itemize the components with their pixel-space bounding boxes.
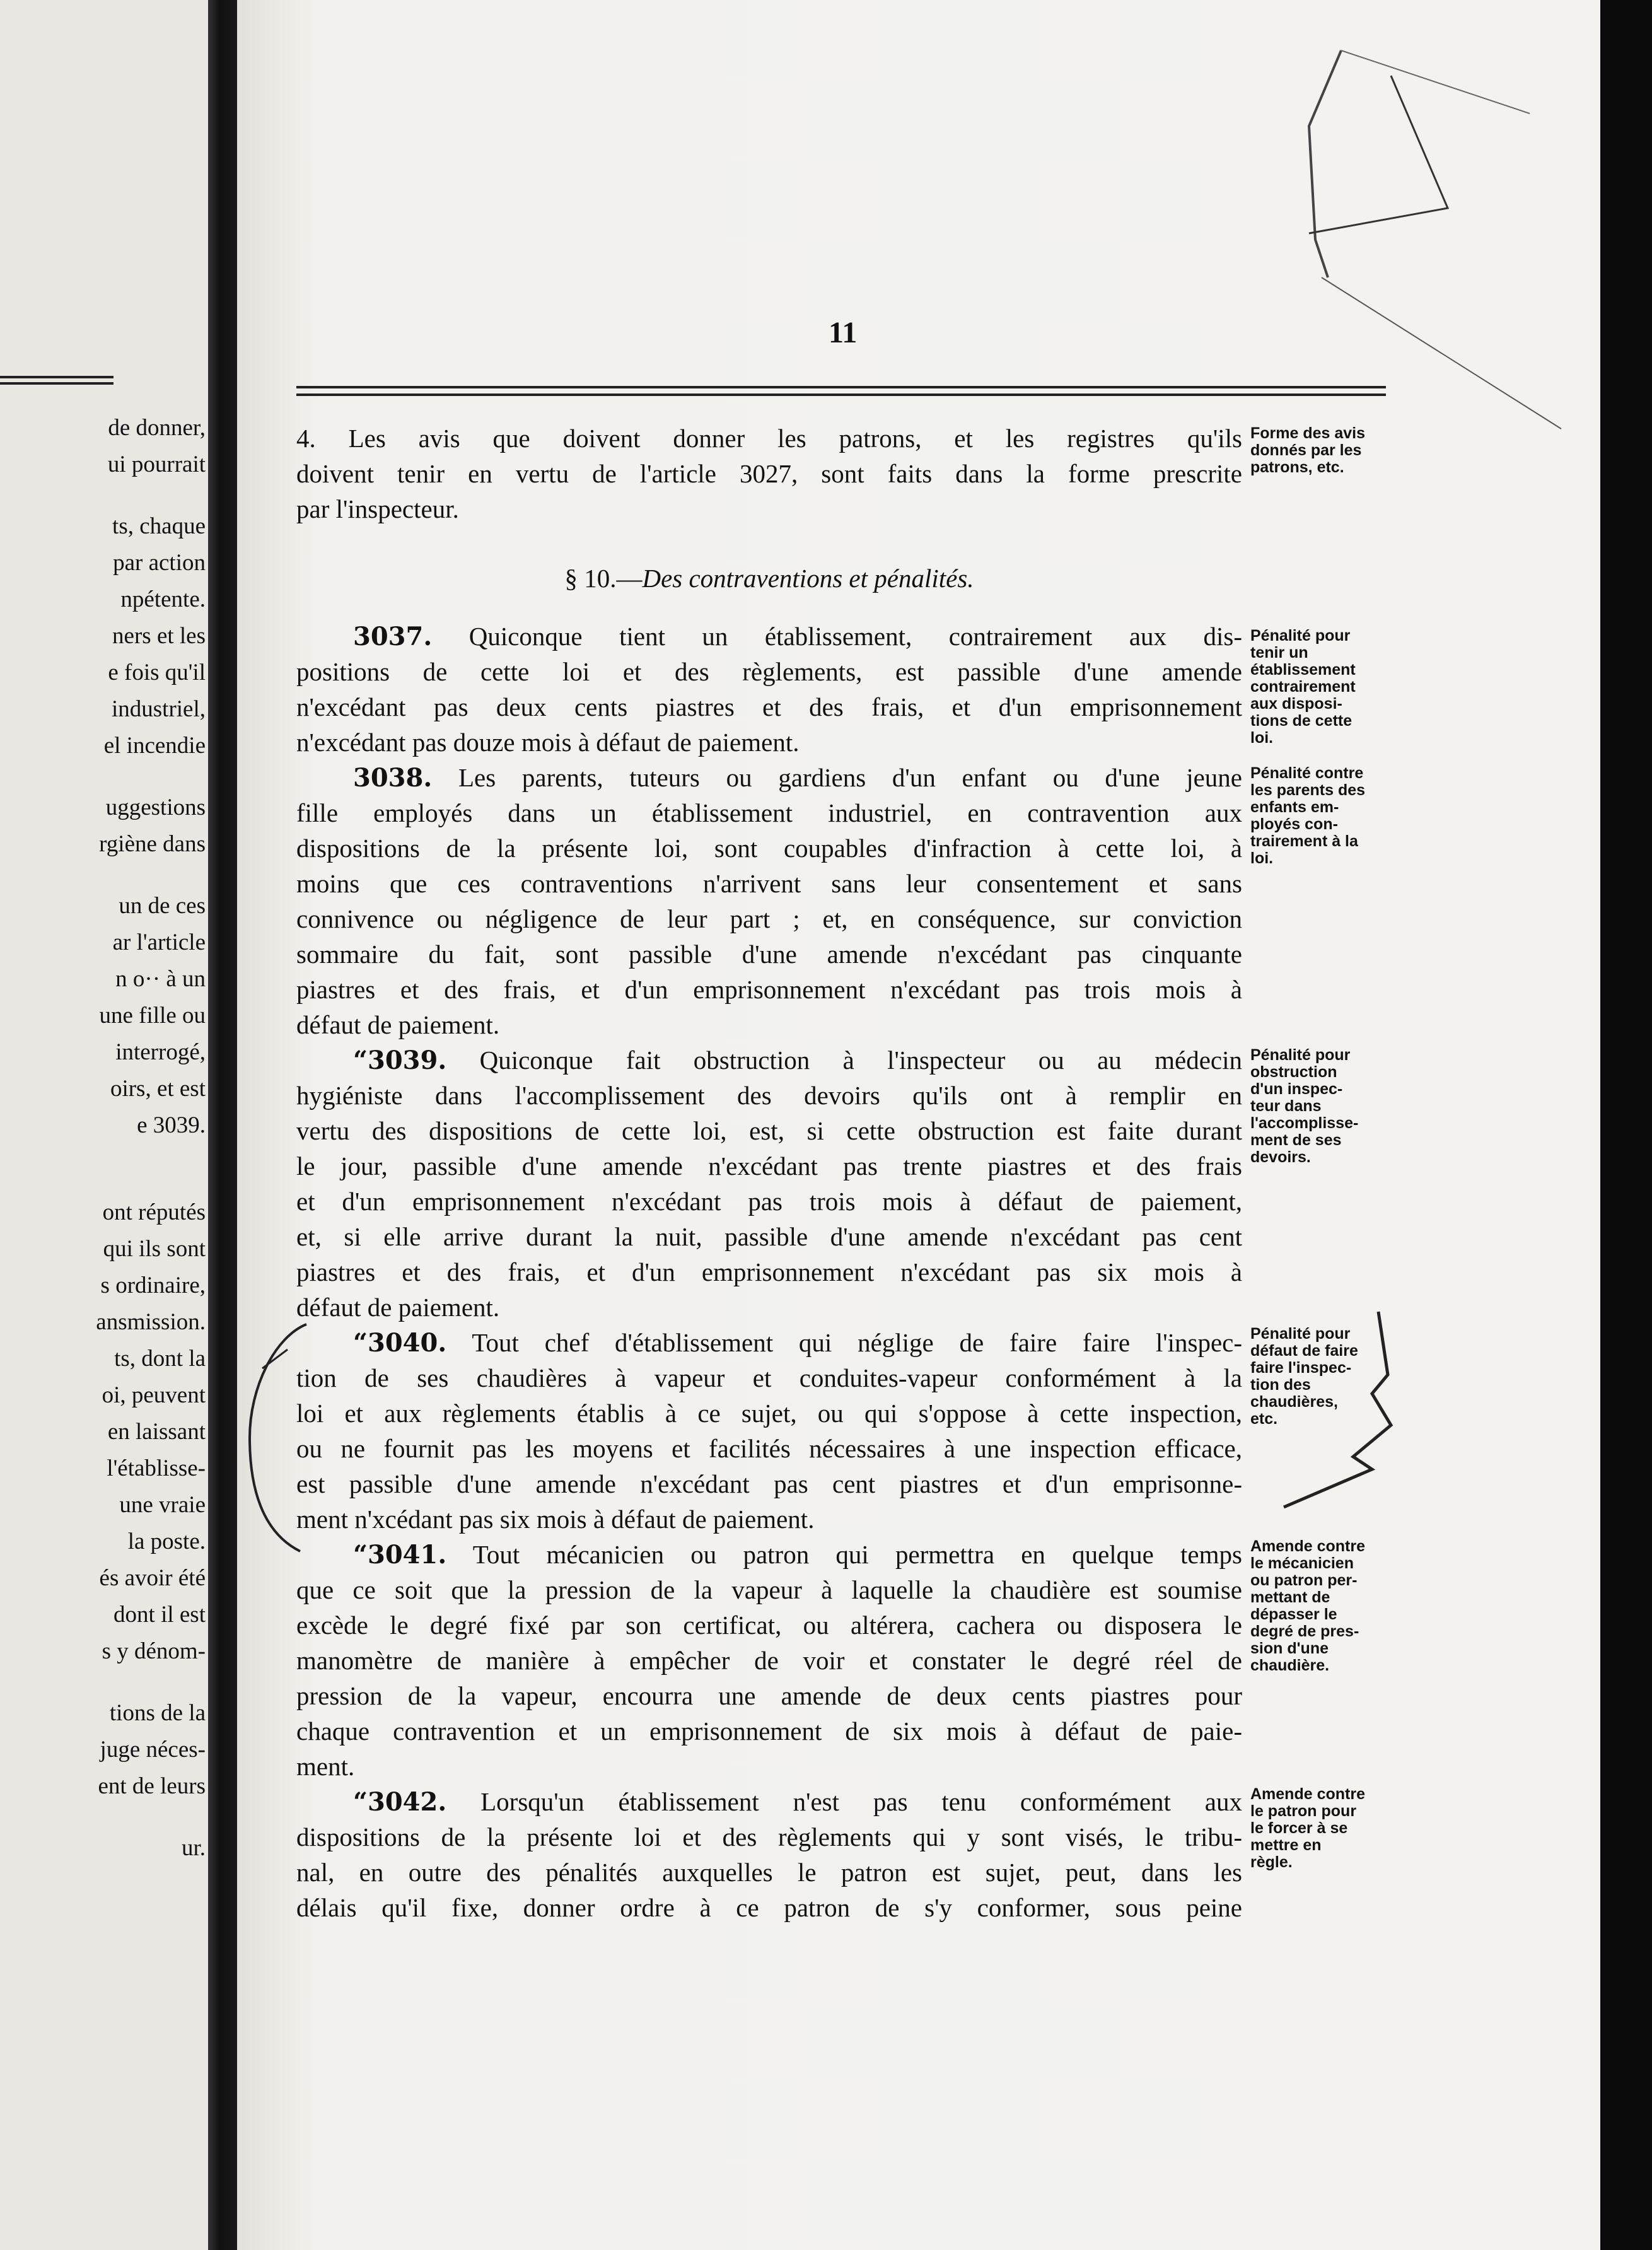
left-page-line: un de ces [119,893,206,919]
section-symbol: § [564,564,578,593]
text-line: excède le degré fixé par son certificat, ou altérera, cachera ou disposera le [296,1611,1242,1640]
left-page-line: dont il est [113,1602,206,1628]
left-page-line: industriel, [111,696,206,722]
book-spine [208,0,237,2250]
text-line: piastres et des frais, et d'un emprisonnement n'excédant pas six mois à [296,1257,1242,1286]
left-page-line: ners et les [112,623,206,649]
left-page-line [96,483,206,508]
text-line: pression de la vapeur, encourra une amende de deux cents piastres pour [296,1681,1242,1710]
right-page [237,0,1600,2250]
text-line: défaut de paiement. [296,1010,500,1039]
left-page-line: ui pourrait [107,452,206,477]
text-line: délais qu'il fixe, donner ordre à ce patron de s'y conformer, sous peine [296,1893,1242,1922]
text-line: doivent tenir en vertu de l'article 3027, sont faits dans la forme prescrite [296,459,1242,488]
left-page-line [96,1169,206,1194]
text-line: piastres et des frais, et d'un emprisonnement n'excédant pas trois mois à [296,975,1242,1004]
text-line: connivence ou négligence de leur part ; et, en conséquence, sur conviction [296,904,1242,933]
text-line: “3042. Lorsqu'un établissement n'est pas tenu conformément aux [353,1787,1242,1817]
left-page-line: oirs, et est [110,1076,206,1102]
text-line: et d'un emprisonnement n'excédant pas trois mois à défaut de paiement, [296,1187,1242,1216]
text-line: par l'inspecteur. [296,494,459,523]
left-page-line [96,1144,206,1169]
article-number: “3041. [353,1540,447,1570]
text-line: chaque contravention et un emprisonnement de six mois à défaut de paie- [296,1717,1242,1746]
left-page-text [96,410,206,1867]
left-page-line [96,764,206,790]
article-number: 3037. [353,622,433,651]
text-line: est passible d'une amende n'excédant pas cent piastres et d'un emprisonne- [296,1469,1242,1498]
text-line: défaut de paiement. [296,1293,500,1322]
left-page-line: ts, chaque [112,513,206,539]
left-page-rule [0,376,113,378]
left-page-line: tions de la [109,1700,206,1726]
text-line: moins que ces contraventions n'arrivent sans leur consentement et sans [296,869,1242,898]
text-line: “3039. Quiconque fait obstruction à l'inspecteur ou au médecin [353,1046,1243,1075]
margin-note: Amende contre le patron pour le forcer à se mettre en règle. [1250,1785,1365,1871]
text-line: “3041. Tout mécanicien ou patron qui permettra en quelque temps [353,1540,1242,1570]
text-line: positions de cette loi et des règlements, est passible d'une amende [296,657,1242,686]
text-line: 3038. Les parents, tuteurs ou gardiens d'un enfant ou d'une jeune [353,763,1243,793]
margin-note: Pénalité pour tenir un établissement contrairement aux disposi- tions de cette loi. [1250,627,1356,747]
text-line: le jour, passible d'une amende n'excédant pas trente piastres et des frais [296,1151,1242,1180]
left-page-line: une fille ou [99,1003,206,1029]
text-line: n'excédant pas deux cents piastres et des frais, et d'un emprisonnement [296,692,1242,721]
left-page-line: ent de leurs [98,1773,206,1799]
page-number: 11 [829,316,858,349]
left-page-line: uggestions [105,795,206,820]
text-line: 4. Les avis que doivent donner les patrons, et les registres qu'ils [296,424,1242,453]
section-number: 10.— [584,564,643,593]
text-line: ou ne fournit pas les moyens et facilités nécessaires à une inspection efficace, [296,1434,1242,1463]
left-page-line: interrogé, [115,1039,206,1065]
handwritten-bracket-mark [237,1312,325,1564]
left-page-line: rgiène dans [99,831,206,857]
left-page-line: ont réputés [102,1199,206,1225]
left-page-line: la poste. [127,1529,206,1554]
left-page-line [96,1805,206,1830]
section-title: Des contraventions et pénalités. [642,564,974,593]
left-page-line: el incendie [103,733,206,759]
text-line: “3040. Tout chef d'établissement qui néglige de faire faire l'inspec- [353,1328,1242,1358]
text-line: et, si elle arrive durant la nuit, passible d'une amende n'excédant pas cent [296,1222,1242,1251]
margin-note: Pénalité contre les parents des enfants em- ployés con- trairement à la loi. [1250,764,1366,867]
left-page-line: juge néces- [100,1737,206,1763]
left-page-line: en laissant [107,1419,206,1445]
text-line: sommaire du fait, sont passible d'une amende n'excédant pas cinquante [296,940,1242,969]
left-page-line: n o·· à un [115,966,206,992]
article-number: 3038. [353,763,433,793]
left-page-line: ts, dont la [114,1346,206,1372]
text-line: ment n'xcédant pas six mois à défaut de paiement. [296,1505,815,1534]
left-page-line: s y dénom- [102,1638,206,1664]
margin-note: Forme des avis donnés par les patrons, etc. [1250,424,1366,476]
article-number: “3039. [353,1046,447,1075]
handwritten-zigzag-mark [1246,1299,1410,1513]
article-number: “3042. [353,1787,447,1817]
header-rule [296,393,1386,396]
text-line: dispositions de la présente loi et des règlements qui y sont visés, le tribu- [296,1822,1242,1851]
left-page-line: ansmission. [96,1309,206,1335]
text-line: tion de ses chaudières à vapeur et conduites-vapeur conformément à la [296,1363,1242,1392]
text-line: manomètre de manière à empêcher de voir et constater le degré réel de [296,1646,1242,1675]
text-line: vertu des dispositions de cette loi, est, si cette obstruction est faite durant [296,1116,1242,1145]
torn-corner-mark [237,0,1600,441]
text-line: 3037. Quiconque tient un établissement, contrairement aux dis- [353,622,1243,651]
left-page-line: e 3039. [137,1112,206,1138]
text-line: ment. [296,1752,355,1781]
text-line: loi et aux règlements établis à ce sujet, ou qui s'oppose à cette inspection, [296,1399,1242,1428]
left-page-line: de donner, [108,415,206,441]
left-page-line: ur. [181,1835,206,1861]
left-facing-page [0,0,208,2250]
left-page-line: l'établisse- [107,1455,206,1481]
margin-note: Amende contre le mécanicien ou patron per- mettant de dépasser le degré de pres- sion d'une chaudière. [1250,1537,1365,1674]
text-line: nal, en outre des pénalités auxquelles le patron est sujet, peut, dans les [296,1858,1242,1887]
left-page-line: qui ils sont [103,1236,206,1262]
left-page-line: s ordinaire, [100,1273,206,1298]
left-page-line: npétente. [120,586,206,612]
page-edge-shadow [1600,0,1652,2250]
left-page-line: e fois qu'il [108,660,206,685]
left-page-line: és avoir été [99,1565,206,1591]
text-line: hygiéniste dans l'accomplissement des devoirs qu'ils ont à remplir en [296,1081,1242,1110]
left-page-rule [0,382,113,385]
text-line: dispositions de la présente loi, sont coupables d'infraction à cette loi, à [296,834,1242,863]
left-page-line: par action [113,550,206,576]
left-page-line [96,1670,206,1695]
margin-note: Pénalité pour obstruction d'un inspec- teur dans l'accomplisse- ment de ses devoirs. [1250,1046,1359,1166]
left-page-line: ar l'article [112,930,206,955]
left-page-line [96,863,206,888]
section-heading [296,563,1242,595]
text-line: que ce soit que la pression de la vapeur à laquelle la chaudière est soumise [296,1575,1242,1604]
left-page-line: une vraie [119,1492,206,1518]
margin-note: Pénalité pour défaut de faire faire l'inspec- tion des chaudières, etc. [1250,1325,1358,1428]
text-line: fille employés dans un établissement industriel, en contravention aux [296,798,1242,827]
left-page-line: oi, peuvent [102,1382,206,1408]
article-number: “3040. [353,1328,447,1358]
text-line: n'excédant pas douze mois à défaut de paiement. [296,728,800,757]
header-rule [296,386,1386,388]
